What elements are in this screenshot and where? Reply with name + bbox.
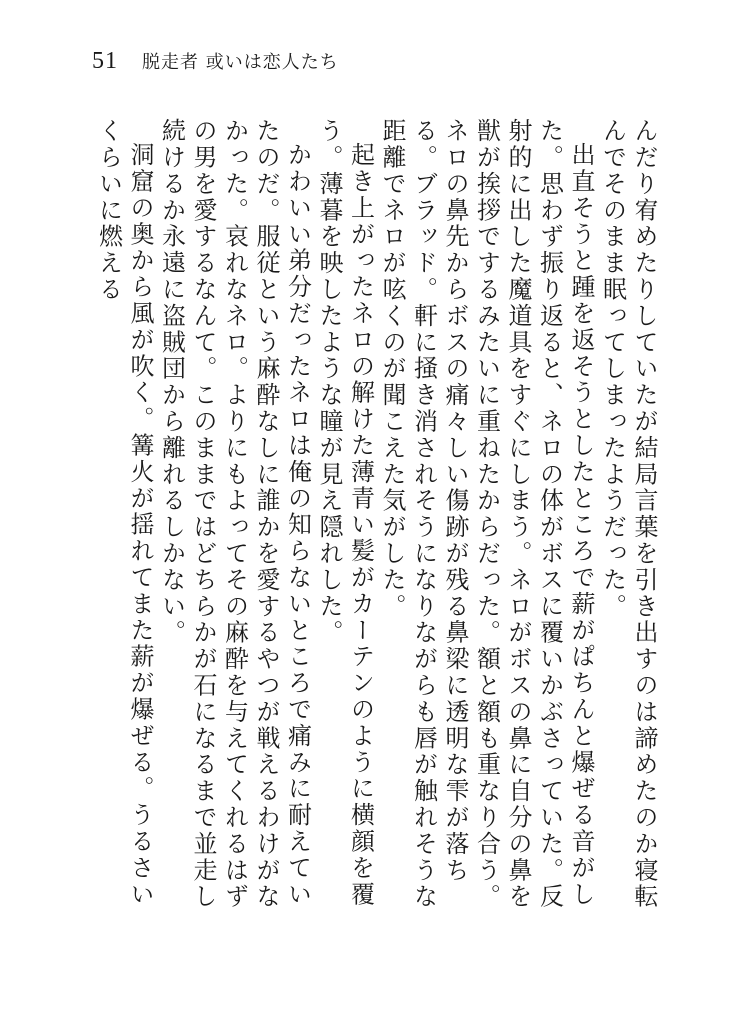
page-header bbox=[92, 48, 339, 78]
paragraph: 起き上がったネロの解けた薄青い髪がカーテンのように横顔を覆う。薄暮を映したような瞳が見え隠れした。 bbox=[315, 118, 375, 908]
paragraph: 洞窟の奥から風が吹く。篝火が揺れてまた薪が爆ぜる。うるさいくらいに燃える bbox=[94, 118, 154, 908]
paragraph: かわいい弟分だったネロは俺の知らないところで痛みに耐えていたのだ。服従という麻酔なしに誰かを愛するやつが戦えるわけがなかった。哀れなネロ。よりにもよってその麻酔を与えてくれるはずの男を愛するなんて。このままではどちらかが石になるまで並走し続けるか永遠に盗賊団から離れるしかない。 bbox=[157, 118, 312, 910]
running-title: 脱走者 或いは恋人たち bbox=[142, 52, 339, 73]
page-number: 51 bbox=[92, 48, 118, 74]
paragraph: 出直そうと踵を返そうとしたところで薪がぱちんと爆ぜる音がした。思わず振り返ると、ネロの体がボスに覆いかぶさっていた。反射的に出した魔道具をすぐにしまう。ネロがボスの鼻に自分の鼻を獣が挨拶でするみたいに重ねたからだった。額と額も重なり合う。ネロの鼻先からボスの痛々しい傷跡が残る鼻梁に透明な雫が落ちる。ブラッド。軒に掻き消されそうになりながらも唇が触れそうな距離でネロが呟くのが聞こえた気がした。 bbox=[378, 118, 595, 910]
paragraph-continued: んだり宥めたりしていたが結局言葉を引き出すのは諦めたのか寝転んでそのまま眠ってしまったようだった。 bbox=[598, 118, 658, 910]
vertical-body-text bbox=[94, 118, 659, 918]
